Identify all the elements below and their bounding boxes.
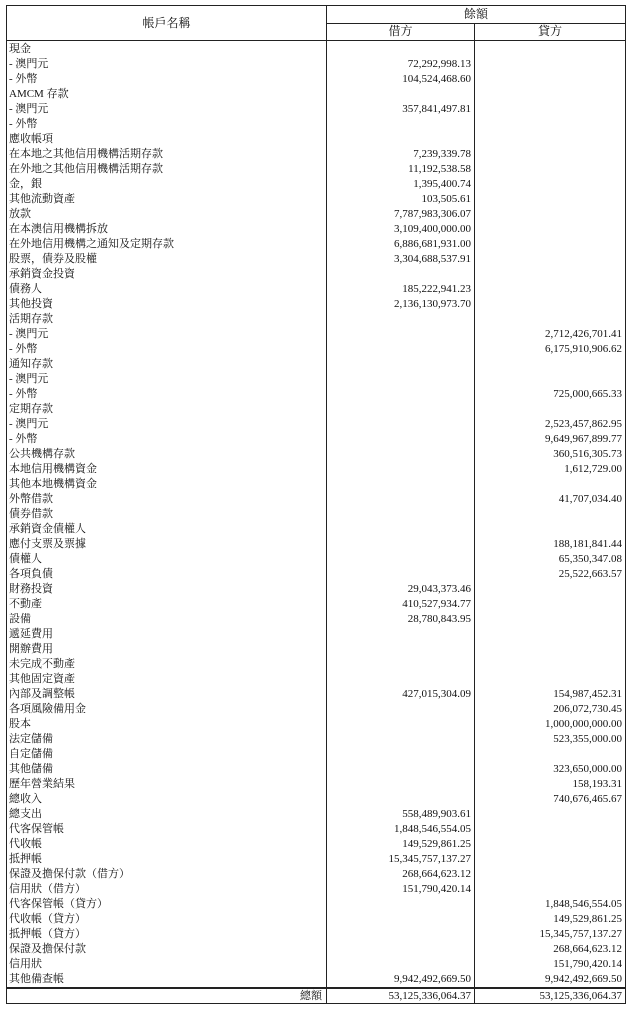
- table-row: [7, 477, 626, 492]
- account-name-cell: AMCM 存款: [7, 87, 327, 102]
- credit-cell: 1,848,546,554.05: [475, 897, 626, 912]
- debit-cell: 6,886,681,931.00: [327, 237, 475, 252]
- table-row: [7, 72, 626, 87]
- table-row: [7, 702, 626, 717]
- table-row: [7, 912, 626, 927]
- credit-cell: [475, 297, 626, 312]
- table-row: [7, 582, 626, 597]
- account-name-cell: 債權人: [7, 552, 327, 567]
- debit-cell: [327, 492, 475, 507]
- debit-cell: [327, 717, 475, 732]
- debit-cell: 28,780,843.95: [327, 612, 475, 627]
- debit-cell: [327, 957, 475, 972]
- account-name-cell: 不動產: [7, 597, 327, 612]
- account-name-cell: - 外幣: [7, 72, 327, 87]
- table-row: [7, 897, 626, 912]
- table-row: [7, 852, 626, 867]
- debit-cell: 149,529,861.25: [327, 837, 475, 852]
- debit-cell: [327, 417, 475, 432]
- debit-cell: 185,222,941.23: [327, 282, 475, 297]
- table-row: [7, 552, 626, 567]
- debit-cell: [327, 507, 475, 522]
- table-row: [7, 657, 626, 672]
- credit-cell: [475, 357, 626, 372]
- table-row: [7, 837, 626, 852]
- debit-cell: [327, 732, 475, 747]
- credit-cell: [475, 522, 626, 537]
- debit-cell: 9,942,492,669.50: [327, 972, 475, 988]
- account-name-cell: 股本: [7, 717, 327, 732]
- debit-cell: [327, 312, 475, 327]
- debit-cell: [327, 567, 475, 582]
- table-row: [7, 717, 626, 732]
- credit-cell: 154,987,452.31: [475, 687, 626, 702]
- account-name-cell: 定期存款: [7, 402, 327, 417]
- credit-cell: [475, 807, 626, 822]
- debit-cell: [327, 41, 475, 58]
- table-row: [7, 672, 626, 687]
- debit-cell: [327, 927, 475, 942]
- credit-cell: [475, 102, 626, 117]
- account-name-cell: 遞延費用: [7, 627, 327, 642]
- table-row: [7, 222, 626, 237]
- table-row: [7, 957, 626, 972]
- credit-cell: [475, 222, 626, 237]
- account-name-cell: - 外幣: [7, 342, 327, 357]
- credit-cell: 9,649,967,899.77: [475, 432, 626, 447]
- credit-cell: [475, 57, 626, 72]
- table-row: [7, 867, 626, 882]
- credit-cell: 65,350,347.08: [475, 552, 626, 567]
- table-row: [7, 612, 626, 627]
- credit-cell: [475, 822, 626, 837]
- account-name-cell: 代客保管帳: [7, 822, 327, 837]
- debit-cell: 410,527,934.77: [327, 597, 475, 612]
- credit-cell: [475, 882, 626, 897]
- debit-cell: [327, 402, 475, 417]
- table-row: [7, 132, 626, 147]
- table-row: [7, 822, 626, 837]
- debit-cell: [327, 267, 475, 282]
- debit-cell: [327, 702, 475, 717]
- table-row: [7, 942, 626, 957]
- table-row: [7, 387, 626, 402]
- account-name-cell: 其他儲備: [7, 762, 327, 777]
- credit-cell: 15,345,757,137.27: [475, 927, 626, 942]
- debit-cell: [327, 552, 475, 567]
- account-name-cell: 在外地之其他信用機構活期存款: [7, 162, 327, 177]
- credit-cell: [475, 642, 626, 657]
- table-row: [7, 117, 626, 132]
- credit-cell: 188,181,841.44: [475, 537, 626, 552]
- table-row: [7, 87, 626, 102]
- table-row: [7, 747, 626, 762]
- debit-cell: [327, 777, 475, 792]
- debit-cell: 2,136,130,973.70: [327, 297, 475, 312]
- credit-cell: [475, 867, 626, 882]
- debit-cell: 104,524,468.60: [327, 72, 475, 87]
- table-row: [7, 492, 626, 507]
- credit-cell: [475, 87, 626, 102]
- balance-header: 餘額: [327, 6, 626, 24]
- account-name-cell: 代收帳: [7, 837, 327, 852]
- credit-cell: 740,676,465.67: [475, 792, 626, 807]
- account-name-cell: 承銷資金債權人: [7, 522, 327, 537]
- account-name-cell: 通知存款: [7, 357, 327, 372]
- account-name-cell: - 澳門元: [7, 372, 327, 387]
- account-name-cell: 歷年營業結果: [7, 777, 327, 792]
- debit-cell: [327, 942, 475, 957]
- table-row: [7, 447, 626, 462]
- account-name-cell: 金，銀: [7, 177, 327, 192]
- debit-cell: [327, 387, 475, 402]
- table-row: [7, 252, 626, 267]
- credit-cell: [475, 837, 626, 852]
- table-row: [7, 237, 626, 252]
- debit-cell: 558,489,903.61: [327, 807, 475, 822]
- credit-cell: [475, 852, 626, 867]
- total-row: [7, 988, 626, 1004]
- account-name-cell: 保證及擔保付款: [7, 942, 327, 957]
- credit-cell: [475, 627, 626, 642]
- table-row: [7, 312, 626, 327]
- table-row: [7, 507, 626, 522]
- table-row: [7, 462, 626, 477]
- credit-cell: [475, 72, 626, 87]
- account-name-cell: 未完成不動產: [7, 657, 327, 672]
- debit-cell: 29,043,373.46: [327, 582, 475, 597]
- account-name-cell: 各項負債: [7, 567, 327, 582]
- credit-cell: [475, 312, 626, 327]
- table-row: [7, 792, 626, 807]
- account-name-header: 帳戶名稱: [7, 6, 327, 41]
- table-row: [7, 207, 626, 222]
- credit-cell: 6,175,910,906.62: [475, 342, 626, 357]
- table-row: [7, 927, 626, 942]
- account-name-cell: 總收入: [7, 792, 327, 807]
- debit-cell: [327, 477, 475, 492]
- credit-cell: [475, 372, 626, 387]
- debit-cell: [327, 462, 475, 477]
- table-row: [7, 402, 626, 417]
- account-name-cell: - 澳門元: [7, 417, 327, 432]
- credit-cell: [475, 597, 626, 612]
- account-name-cell: 其他流動資產: [7, 192, 327, 207]
- debit-cell: [327, 792, 475, 807]
- table-row: [7, 567, 626, 582]
- debit-cell: 7,787,983,306.07: [327, 207, 475, 222]
- account-name-cell: 債務人: [7, 282, 327, 297]
- account-name-cell: 公共機構存款: [7, 447, 327, 462]
- credit-cell: 523,355,000.00: [475, 732, 626, 747]
- table-row: [7, 882, 626, 897]
- table-row: [7, 762, 626, 777]
- credit-cell: [475, 41, 626, 58]
- table-row: [7, 522, 626, 537]
- debit-cell: [327, 657, 475, 672]
- debit-cell: [327, 897, 475, 912]
- account-name-cell: 放款: [7, 207, 327, 222]
- debit-cell: [327, 627, 475, 642]
- account-name-cell: 外幣借款: [7, 492, 327, 507]
- account-name-cell: 設備: [7, 612, 327, 627]
- debit-cell: 72,292,998.13: [327, 57, 475, 72]
- account-name-cell: 抵押帳: [7, 852, 327, 867]
- credit-cell: 323,650,000.00: [475, 762, 626, 777]
- credit-header: 貸方: [475, 23, 626, 41]
- account-name-cell: 在本澳信用機構拆放: [7, 222, 327, 237]
- account-name-cell: 信用狀: [7, 957, 327, 972]
- total-debit: 53,125,336,064.37: [327, 988, 475, 1004]
- table-row: [7, 687, 626, 702]
- debit-cell: 151,790,420.14: [327, 882, 475, 897]
- credit-cell: [475, 132, 626, 147]
- debit-cell: 1,395,400.74: [327, 177, 475, 192]
- account-name-cell: 在外地信用機構之通知及定期存款: [7, 237, 327, 252]
- account-name-cell: 抵押帳（貸方）: [7, 927, 327, 942]
- balance-sheet: [6, 5, 625, 1004]
- debit-cell: [327, 372, 475, 387]
- account-name-cell: - 外幣: [7, 387, 327, 402]
- account-name-cell: 股票，債券及股權: [7, 252, 327, 267]
- table-row: [7, 162, 626, 177]
- debit-cell: [327, 912, 475, 927]
- table-row: [7, 417, 626, 432]
- debit-cell: [327, 747, 475, 762]
- credit-cell: 1,000,000,000.00: [475, 717, 626, 732]
- total-credit: 53,125,336,064.37: [475, 988, 626, 1004]
- account-name-cell: 活期存款: [7, 312, 327, 327]
- account-name-cell: 財務投資: [7, 582, 327, 597]
- debit-cell: 15,345,757,137.27: [327, 852, 475, 867]
- table-row: [7, 41, 626, 58]
- credit-cell: 151,790,420.14: [475, 957, 626, 972]
- credit-cell: 149,529,861.25: [475, 912, 626, 927]
- credit-cell: 2,523,457,862.95: [475, 417, 626, 432]
- account-name-cell: 其他固定資產: [7, 672, 327, 687]
- debit-cell: 357,841,497.81: [327, 102, 475, 117]
- debit-cell: 427,015,304.09: [327, 687, 475, 702]
- credit-cell: 206,072,730.45: [475, 702, 626, 717]
- table-footer: [7, 988, 626, 1004]
- table-row: [7, 102, 626, 117]
- ledger-table: [6, 5, 626, 1004]
- account-name-cell: 總支出: [7, 807, 327, 822]
- account-name-cell: - 澳門元: [7, 57, 327, 72]
- debit-cell: [327, 342, 475, 357]
- account-name-cell: 現金: [7, 41, 327, 58]
- table-body: [7, 41, 626, 989]
- debit-cell: 3,304,688,537.91: [327, 252, 475, 267]
- credit-cell: [475, 267, 626, 282]
- credit-cell: [475, 252, 626, 267]
- debit-cell: 268,664,623.12: [327, 867, 475, 882]
- account-name-cell: - 澳門元: [7, 327, 327, 342]
- debit-cell: [327, 672, 475, 687]
- credit-cell: [475, 162, 626, 177]
- account-name-cell: - 澳門元: [7, 102, 327, 117]
- credit-cell: [475, 582, 626, 597]
- credit-cell: 725,000,665.33: [475, 387, 626, 402]
- credit-cell: [475, 177, 626, 192]
- account-name-cell: 各項風險備用金: [7, 702, 327, 717]
- credit-cell: [475, 612, 626, 627]
- table-row: [7, 327, 626, 342]
- account-name-cell: 內部及調整帳: [7, 687, 327, 702]
- credit-cell: [475, 672, 626, 687]
- credit-cell: 25,522,663.57: [475, 567, 626, 582]
- debit-cell: 11,192,538.58: [327, 162, 475, 177]
- account-name-cell: 自定儲備: [7, 747, 327, 762]
- table-row: [7, 432, 626, 447]
- credit-cell: 360,516,305.73: [475, 447, 626, 462]
- debit-cell: [327, 87, 475, 102]
- debit-cell: [327, 327, 475, 342]
- table-row: [7, 642, 626, 657]
- table-row: [7, 147, 626, 162]
- debit-cell: [327, 537, 475, 552]
- account-name-cell: 債券借款: [7, 507, 327, 522]
- debit-cell: 1,848,546,554.05: [327, 822, 475, 837]
- debit-cell: [327, 642, 475, 657]
- account-name-cell: - 外幣: [7, 432, 327, 447]
- table-row: [7, 537, 626, 552]
- account-name-cell: 法定儲備: [7, 732, 327, 747]
- table-row: [7, 627, 626, 642]
- table-row: [7, 972, 626, 988]
- table-row: [7, 777, 626, 792]
- account-name-cell: 代客保管帳（貸方）: [7, 897, 327, 912]
- table-row: [7, 192, 626, 207]
- total-label: 總額: [7, 988, 327, 1004]
- credit-cell: [475, 207, 626, 222]
- credit-cell: [475, 402, 626, 417]
- credit-cell: 1,612,729.00: [475, 462, 626, 477]
- credit-cell: 41,707,034.40: [475, 492, 626, 507]
- credit-cell: [475, 477, 626, 492]
- debit-cell: [327, 762, 475, 777]
- account-name-cell: 承銷資金投資: [7, 267, 327, 282]
- table-row: [7, 372, 626, 387]
- credit-cell: 9,942,492,669.50: [475, 972, 626, 988]
- account-name-cell: 保證及擔保付款（借方）: [7, 867, 327, 882]
- debit-cell: 3,109,400,000.00: [327, 222, 475, 237]
- account-name-cell: 應收帳項: [7, 132, 327, 147]
- credit-cell: [475, 147, 626, 162]
- table-row: [7, 57, 626, 72]
- credit-cell: [475, 282, 626, 297]
- table-header: [7, 6, 626, 41]
- account-name-cell: - 外幣: [7, 117, 327, 132]
- credit-cell: [475, 657, 626, 672]
- table-row: [7, 732, 626, 747]
- account-name-cell: 其他投資: [7, 297, 327, 312]
- debit-cell: 7,239,339.78: [327, 147, 475, 162]
- account-name-cell: 應付支票及票據: [7, 537, 327, 552]
- account-name-cell: 在本地之其他信用機構活期存款: [7, 147, 327, 162]
- credit-cell: 2,712,426,701.41: [475, 327, 626, 342]
- debit-cell: [327, 432, 475, 447]
- debit-cell: [327, 117, 475, 132]
- table-row: [7, 267, 626, 282]
- debit-cell: [327, 132, 475, 147]
- credit-cell: 158,193.31: [475, 777, 626, 792]
- debit-cell: [327, 357, 475, 372]
- debit-cell: [327, 522, 475, 537]
- table-row: [7, 597, 626, 612]
- credit-cell: [475, 117, 626, 132]
- account-name-cell: 信用狀（借方）: [7, 882, 327, 897]
- table-row: [7, 177, 626, 192]
- credit-cell: [475, 237, 626, 252]
- account-name-cell: 其他備查帳: [7, 972, 327, 988]
- credit-cell: [475, 192, 626, 207]
- credit-cell: 268,664,623.12: [475, 942, 626, 957]
- credit-cell: [475, 747, 626, 762]
- credit-cell: [475, 507, 626, 522]
- table-row: [7, 282, 626, 297]
- table-row: [7, 807, 626, 822]
- account-name-cell: 本地信用機構資金: [7, 462, 327, 477]
- debit-header: 借方: [327, 23, 475, 41]
- debit-cell: 103,505.61: [327, 192, 475, 207]
- debit-cell: [327, 447, 475, 462]
- table-row: [7, 297, 626, 312]
- account-name-cell: 其他本地機構資金: [7, 477, 327, 492]
- account-name-cell: 開辦費用: [7, 642, 327, 657]
- table-row: [7, 342, 626, 357]
- account-name-cell: 代收帳（貸方）: [7, 912, 327, 927]
- table-row: [7, 357, 626, 372]
